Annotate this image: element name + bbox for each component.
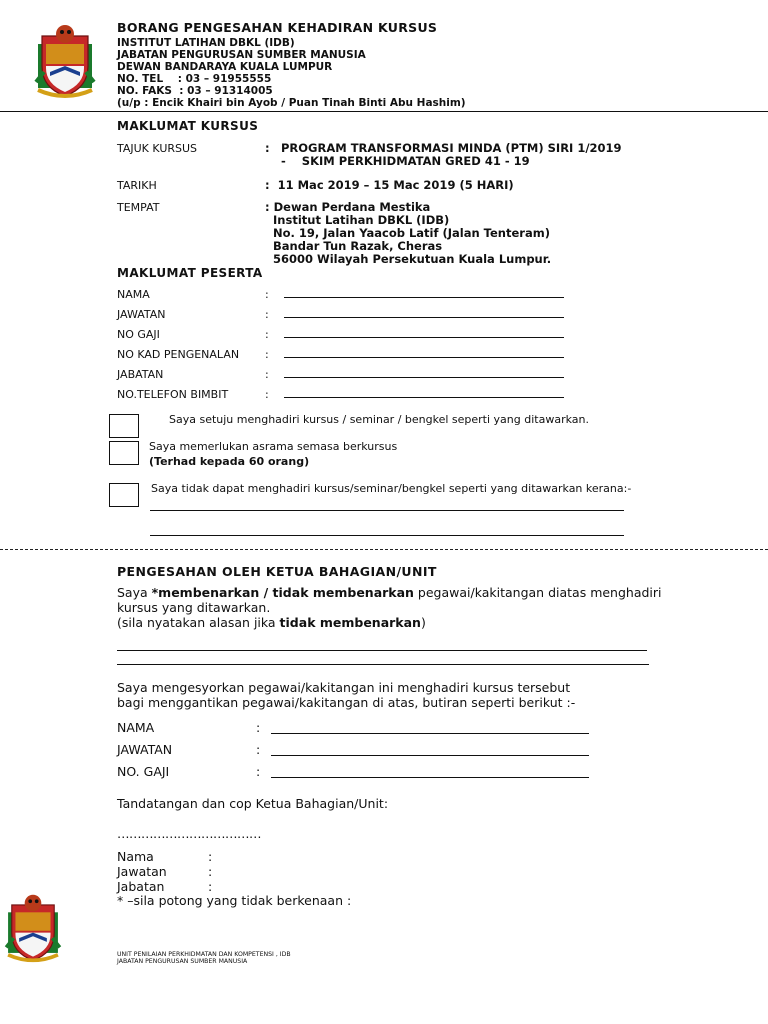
- field-colon: :: [265, 288, 269, 301]
- tempat-label: TEMPAT: [117, 201, 160, 214]
- ganti-jawatan-input-line[interactable]: [271, 755, 589, 756]
- pengesahan-para-2-line-2: bagi menggantikan pegawai/kakitangan di atas, butiran seperti berikut :-: [117, 695, 576, 710]
- ganti-nama-input-line[interactable]: [271, 733, 589, 734]
- ganti-label-nama: NAMA: [117, 720, 155, 735]
- no-gaji-input-line[interactable]: [284, 337, 564, 338]
- header-line-tel: NO. TEL : 03 – 91955555: [117, 73, 272, 85]
- no-telefon-input-line[interactable]: [284, 397, 564, 398]
- ganti-colon: :: [256, 742, 261, 757]
- header-divider: [0, 111, 768, 112]
- tidak-hadir-text: Saya tidak dapat menghadiri kursus/seminar/bengkel seperti yang ditawarkan kerana:-: [151, 482, 632, 495]
- ganti-no-gaji-input-line[interactable]: [271, 777, 589, 778]
- dbkl-crest-logo-footer: [0, 892, 66, 964]
- header-line-contact: (u/p : Encik Khairi bin Ayob / Puan Tinah Binti Abu Hashim): [117, 97, 466, 109]
- form-title: BORANG PENGESAHAN KEHADIRAN KURSUS: [117, 20, 438, 35]
- sig-colon: :: [208, 864, 213, 879]
- sig-label-jabatan: Jabatan: [117, 879, 165, 894]
- pengesahan-para-1-line-3: [117, 615, 426, 630]
- header-line-jabatan: JABATAN PENGURUSAN SUMBER MANUSIA: [117, 49, 366, 61]
- section-maklumat-kursus: MAKLUMAT KURSUS: [117, 119, 259, 133]
- field-colon: :: [265, 368, 269, 381]
- field-label-jabatan: JABATAN: [117, 368, 164, 381]
- header-line-faks: NO. FAKS : 03 – 91314005: [117, 85, 273, 97]
- sebab-input-line-2[interactable]: [150, 535, 624, 536]
- footer-line-2: JABATAN PENGURUSAN SUMBER MANUSIA: [117, 958, 248, 965]
- tajuk-colon: :: [265, 141, 270, 155]
- tarikh-value: : 11 Mac 2019 – 15 Mac 2019 (5 HARI): [265, 178, 514, 192]
- section-maklumat-peserta: MAKLUMAT PESERTA: [117, 266, 263, 280]
- sebab-input-line-1[interactable]: [150, 510, 624, 511]
- pengesahan-para-2-line-1: Saya mengesyorkan pegawai/kakitangan ini menghadiri kursus tersebut: [117, 680, 571, 695]
- alasan-input-line-2[interactable]: [117, 664, 649, 665]
- setuju-checkbox[interactable]: [109, 414, 139, 438]
- tidak-hadir-checkbox[interactable]: [109, 483, 139, 507]
- signature-dots[interactable]: ………………………………: [117, 826, 261, 841]
- asrama-checkbox[interactable]: [109, 441, 139, 465]
- p1-text-bold: *membenarkan / tidak membenarkan: [151, 585, 414, 600]
- tempat-line-5: 56000 Wilayah Persekutuan Kuala Lumpur.: [265, 252, 552, 266]
- p1-line3-bold: tidak membenarkan: [279, 615, 421, 630]
- sig-label-jawatan: Jawatan: [117, 864, 167, 879]
- ganti-label-no-gaji: NO. GAJI: [117, 764, 170, 779]
- tempat-line-1: : Dewan Perdana Mestika: [265, 200, 431, 214]
- header-line-institut: INSTITUT LATIHAN DBKL (IDB): [117, 37, 295, 49]
- no-kad-input-line[interactable]: [284, 357, 564, 358]
- jabatan-input-line[interactable]: [284, 377, 564, 378]
- nama-input-line[interactable]: [284, 297, 564, 298]
- field-label-no-kad-pengenalan: NO KAD PENGENALAN: [117, 348, 240, 361]
- note-potong: * –sila potong yang tidak berkenaan :: [117, 893, 352, 908]
- tajuk-kursus-value: PROGRAM TRANSFORMASI MINDA (PTM) SIRI 1/2019: [281, 141, 622, 155]
- p1-text-a: Saya: [117, 585, 152, 600]
- ganti-colon: :: [256, 720, 261, 735]
- alasan-input-line-1[interactable]: [117, 650, 647, 651]
- field-label-jawatan: JAWATAN: [117, 308, 166, 321]
- field-label-no-gaji: NO GAJI: [117, 328, 160, 341]
- cut-line: [0, 549, 768, 550]
- p1-line3-a: (sila nyatakan alasan jika: [117, 615, 280, 630]
- pengesahan-para-1: [117, 585, 662, 600]
- tajuk-kursus-subtitle: - SKIM PERKHIDMATAN GRED 41 - 19: [281, 154, 530, 168]
- tandatangan-label: Tandatangan dan cop Ketua Bahagian/Unit:: [117, 796, 389, 811]
- dbkl-crest-logo: [32, 22, 98, 100]
- asrama-text: Saya memerlukan asrama semasa berkursus: [149, 440, 398, 453]
- tempat-line-4: Bandar Tun Razak, Cheras: [265, 239, 443, 253]
- pengesahan-para-1-line-2: kursus yang ditawarkan.: [117, 600, 271, 615]
- ganti-colon: :: [256, 764, 261, 779]
- sig-label-nama: Nama: [117, 849, 154, 864]
- asrama-note: (Terhad kepada 60 orang): [149, 455, 310, 468]
- section-pengesahan: PENGESAHAN OLEH KETUA BAHAGIAN/UNIT: [117, 564, 437, 579]
- field-colon: :: [265, 328, 269, 341]
- field-label-nama: NAMA: [117, 288, 150, 301]
- tajuk-kursus-label: TAJUK KURSUS: [117, 142, 198, 155]
- jawatan-input-line[interactable]: [284, 317, 564, 318]
- sig-colon: :: [208, 879, 213, 894]
- field-colon: :: [265, 388, 269, 401]
- ganti-label-jawatan: JAWATAN: [117, 742, 173, 757]
- field-colon: :: [265, 348, 269, 361]
- tarikh-label: TARIKH: [117, 179, 157, 192]
- footer-line-1: UNIT PENILAIAN PERKHIDMATAN DAN KOMPETENSI , IDB: [117, 951, 291, 958]
- p1-text-c: pegawai/kakitangan diatas menghadiri: [413, 585, 662, 600]
- field-label-no-telefon: NO.TELEFON BIMBIT: [117, 388, 229, 401]
- sig-colon: :: [208, 849, 213, 864]
- header-line-dewan: DEWAN BANDARAYA KUALA LUMPUR: [117, 61, 333, 73]
- p1-line3-c: ): [420, 615, 426, 630]
- tempat-line-3: No. 19, Jalan Yaacob Latif (Jalan Tenteram): [265, 226, 550, 240]
- field-colon: :: [265, 308, 269, 321]
- setuju-text: Saya setuju menghadiri kursus / seminar / bengkel seperti yang ditawarkan.: [169, 413, 589, 426]
- tempat-line-2: Institut Latihan DBKL (IDB): [265, 213, 450, 227]
